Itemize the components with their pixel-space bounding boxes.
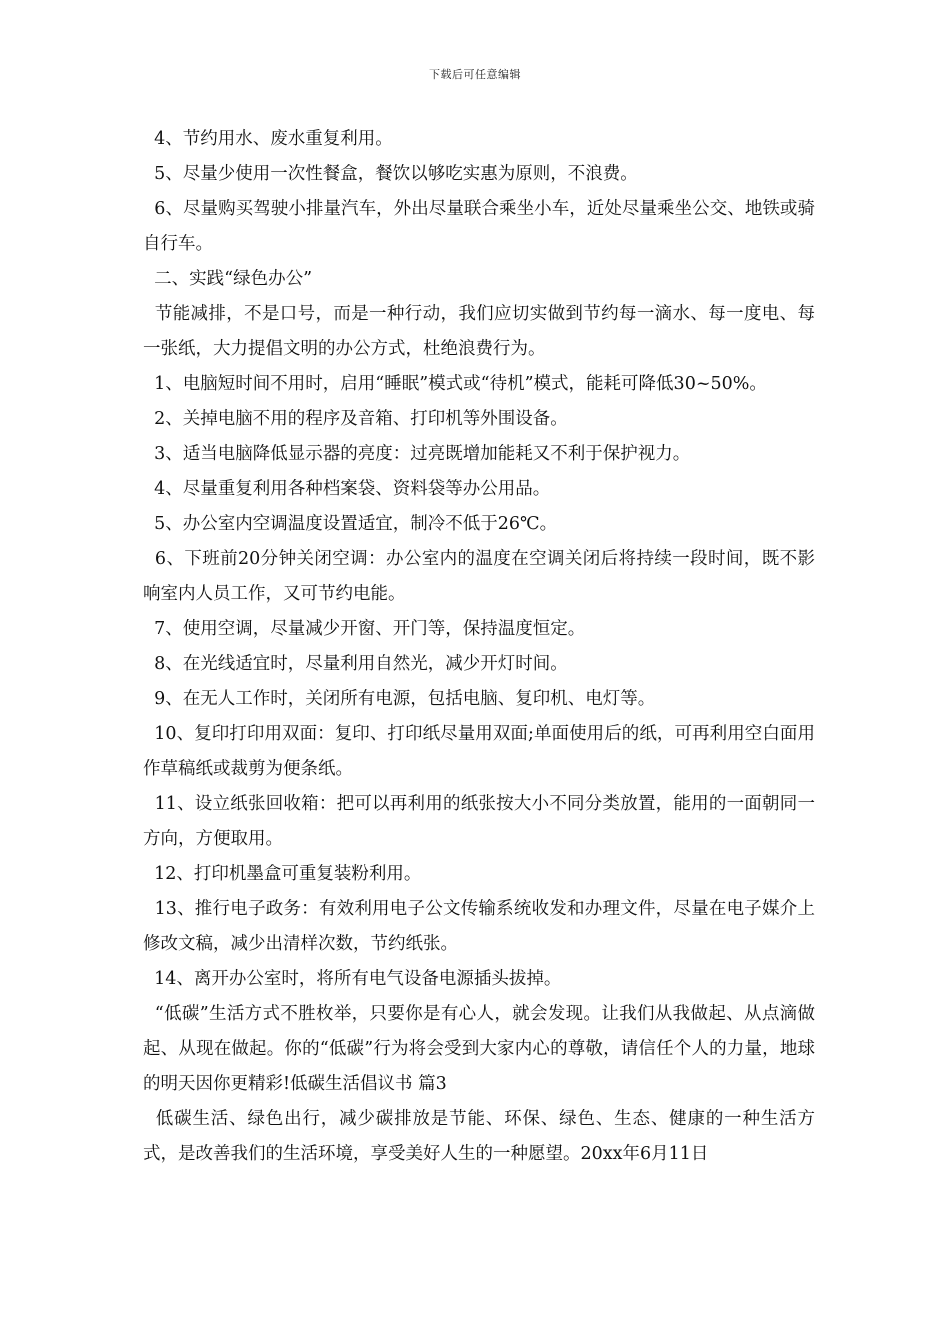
paragraph: 6、下班前20分钟关闭空调：办公室内的温度在空调关闭后将持续一段时间，既不影响室内人员工作，又可节约电能。	[143, 549, 815, 604]
paragraph: 4、节约用水、废水重复利用。	[143, 129, 393, 149]
paragraph: 5、办公室内空调温度设置适宜，制冷不低于26℃。	[143, 514, 558, 534]
paragraph: 13、推行电子政务：有效利用电子公文传输系统收发和办理文件，尽量在电子媒介上修改文稿，减少出清样次数，节约纸张。	[143, 899, 815, 954]
paragraph: 低碳生活、绿色出行，减少碳排放是节能、环保、绿色、生态、健康的一种生活方式，是改善我们的生活环境，享受美好人生的一种愿望。20xx年6月11日	[143, 1109, 815, 1164]
paragraph: 节能减排，不是口号，而是一种行动，我们应切实做到节约每一滴水、每一度电、每一张纸，大力提倡文明的办公方式，杜绝浪费行为。	[143, 304, 815, 359]
paragraph: 14、离开办公室时，将所有电气设备电源插头拔掉。	[143, 969, 562, 989]
paragraph: 6、尽量购买驾驶小排量汽车，外出尽量联合乘坐小车，近处尽量乘坐公交、地铁或骑自行车。	[143, 199, 815, 254]
paragraph: 1、电脑短时间不用时，启用“睡眠”模式或“待机”模式，能耗可降低30~50%。	[143, 374, 767, 394]
document-body	[143, 122, 815, 1172]
paragraph: 9、在无人工作时，关闭所有电源，包括电脑、复印机、电灯等。	[143, 689, 656, 709]
paragraph: 2、关掉电脑不用的程序及音箱、打印机等外围设备。	[143, 409, 568, 429]
paragraph: 8、在光线适宜时，尽量利用自然光，减少开灯时间。	[143, 654, 568, 674]
paragraph: 12、打印机墨盒可重复装粉利用。	[143, 864, 422, 884]
paragraph: “低碳”生活方式不胜枚举，只要你是有心人，就会发现。让我们从我做起、从点滴做起、从现在做起。你的“低碳”行为将会受到大家内心的尊敬，请信任个人的力量，地球的明天因你更精彩!低碳生活倡议书 篇3	[143, 1004, 815, 1094]
section-heading: 二、实践“绿色办公”	[143, 269, 313, 289]
paragraph: 10、复印打印用双面：复印、打印纸尽量用双面;单面使用后的纸，可再利用空白面用作草稿纸或裁剪为便条纸。	[143, 724, 815, 779]
paragraph: 5、尽量少使用一次性餐盒，餐饮以够吃实惠为原则，不浪费。	[143, 164, 638, 184]
page-header: 下载后可任意编辑	[429, 68, 521, 81]
paragraph: 11、设立纸张回收箱：把可以再利用的纸张按大小不同分类放置，能用的一面朝同一方向，方便取用。	[143, 794, 815, 849]
paragraph: 3、适当电脑降低显示器的亮度：过亮既增加能耗又不利于保护视力。	[143, 444, 691, 464]
paragraph: 7、使用空调，尽量减少开窗、开门等，保持温度恒定。	[143, 619, 586, 639]
paragraph: 4、尽量重复利用各种档案袋、资料袋等办公用品。	[143, 479, 551, 499]
